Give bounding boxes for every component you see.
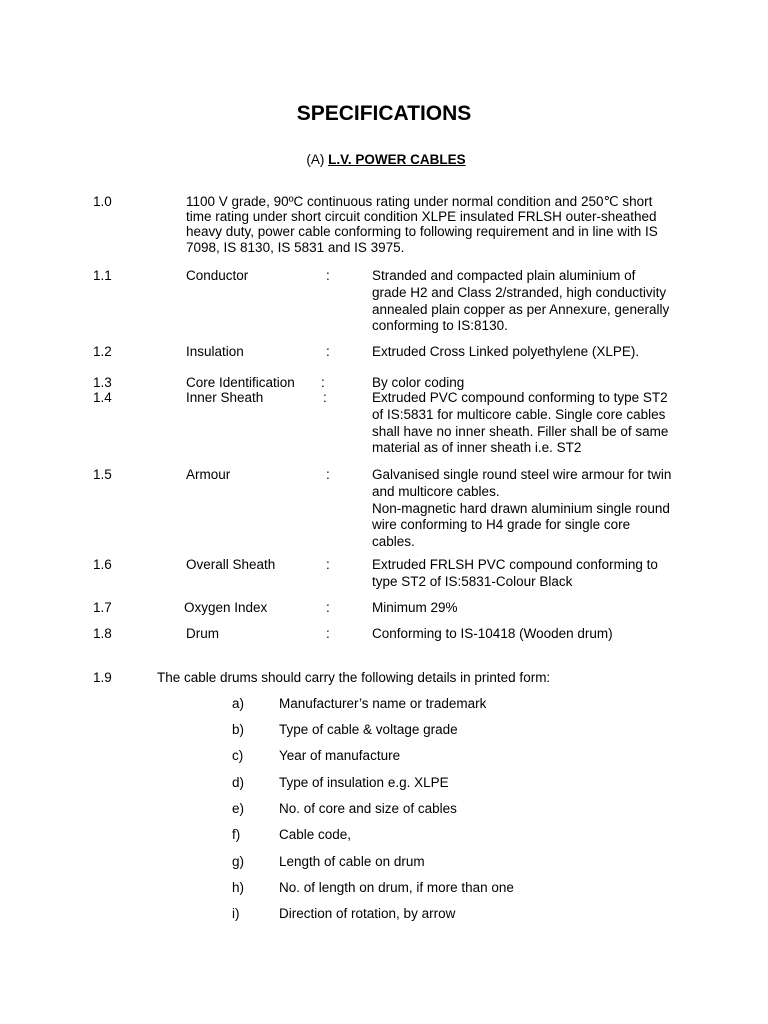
spec-label: Conductor bbox=[186, 268, 249, 283]
list-letter: c) bbox=[232, 748, 244, 763]
clause-intro: The cable drums should carry the following details in printed form: bbox=[157, 670, 551, 685]
list-letter: e) bbox=[232, 801, 245, 816]
list-item: Manufacturer’s name or trademark bbox=[279, 696, 487, 711]
spec-number: 1.8 bbox=[93, 626, 112, 641]
spec-value-line: Non-magnetic hard drawn aluminium single round bbox=[372, 500, 670, 516]
spec-number: 1.1 bbox=[93, 268, 112, 283]
list-item: Type of insulation e.g. XLPE bbox=[279, 775, 449, 790]
spec-value bbox=[372, 467, 675, 551]
spec-value bbox=[372, 268, 675, 335]
clause-line: 7098, IS 8130, IS 5831 and IS 3975. bbox=[186, 239, 405, 255]
spec-value-line: type ST2 of IS:5831-Colour Black bbox=[372, 573, 573, 589]
clause-number: 1.9 bbox=[93, 670, 112, 685]
spec-colon: : bbox=[323, 390, 327, 405]
spec-number: 1.4 bbox=[93, 390, 112, 405]
spec-label: Insulation bbox=[186, 344, 244, 359]
list-item: Direction of rotation, by arrow bbox=[279, 906, 456, 921]
list-item: No. of core and size of cables bbox=[279, 801, 457, 816]
clause-number: 1.0 bbox=[93, 194, 112, 209]
spec-colon: : bbox=[326, 467, 330, 482]
spec-value-line: and multicore cables. bbox=[372, 483, 500, 499]
spec-value-line: annealed plain copper as per Annexure, generally bbox=[372, 301, 670, 317]
spec-colon: : bbox=[326, 626, 330, 641]
spec-number: 1.2 bbox=[93, 344, 112, 359]
list-letter: f) bbox=[232, 827, 241, 842]
spec-colon: : bbox=[326, 557, 330, 572]
list-letter: b) bbox=[232, 722, 245, 737]
spec-value-line: Minimum 29% bbox=[372, 600, 458, 615]
list-item: No. of length on drum, if more than one bbox=[279, 880, 514, 895]
spec-colon: : bbox=[326, 600, 330, 615]
spec-label: Armour bbox=[186, 467, 231, 482]
spec-value-line: grade H2 and Class 2/stranded, high conductivity bbox=[372, 284, 667, 300]
spec-number: 1.3 bbox=[93, 375, 112, 390]
spec-value-line: Conforming to IS-10418 (Wooden drum) bbox=[372, 626, 613, 641]
list-item: Length of cable on drum bbox=[279, 854, 425, 869]
spec-colon: : bbox=[321, 375, 325, 390]
section-heading-title: L.V. POWER CABLES bbox=[328, 152, 466, 167]
spec-value-line: Extruded FRLSH PVC compound conforming to bbox=[372, 557, 658, 572]
spec-colon: : bbox=[326, 268, 330, 283]
spec-value-line: Extruded Cross Linked polyethylene (XLPE). bbox=[372, 344, 640, 359]
spec-value-line: of IS:5831 for multicore cable. Single core cables bbox=[372, 406, 666, 422]
clause-line: 1100 V grade, 90ºC continuous rating under normal condition and 250℃ short bbox=[186, 194, 653, 209]
list-letter: h) bbox=[232, 880, 245, 895]
spec-value-line: wire conforming to H4 grade for single core bbox=[372, 517, 631, 533]
section-heading bbox=[0, 152, 768, 167]
spec-label: Inner Sheath bbox=[186, 390, 264, 405]
spec-value bbox=[372, 600, 675, 617]
spec-label: Oxygen Index bbox=[184, 600, 268, 615]
spec-number: 1.7 bbox=[93, 600, 112, 615]
spec-value-line: By color coding bbox=[372, 375, 465, 390]
spec-value-line: shall have no inner sheath. Filler shall be of same bbox=[372, 423, 669, 439]
spec-value bbox=[372, 626, 675, 643]
spec-value-line: Stranded and compacted plain aluminium of bbox=[372, 268, 636, 283]
spec-value bbox=[372, 390, 675, 457]
spec-value-line: Extruded PVC compound conforming to type ST2 bbox=[372, 390, 668, 405]
spec-colon: : bbox=[326, 344, 330, 359]
spec-label: Drum bbox=[186, 626, 219, 641]
list-letter: d) bbox=[232, 775, 245, 790]
clause-line: heavy duty, power cable conforming to following requirement and in line with IS bbox=[186, 224, 658, 240]
spec-value bbox=[372, 344, 675, 361]
clause-text bbox=[186, 194, 676, 255]
spec-value bbox=[372, 557, 675, 591]
list-item: Cable code, bbox=[279, 827, 352, 842]
spec-value-line: Galvanised single round steel wire armour for twin bbox=[372, 467, 672, 482]
spec-value-line: cables. bbox=[372, 534, 415, 550]
spec-value-line: conforming to IS:8130. bbox=[372, 318, 508, 334]
section-heading-prefix: (A) bbox=[306, 152, 329, 167]
spec-label: Overall Sheath bbox=[186, 557, 276, 572]
page-title: SPECIFICATIONS bbox=[296, 102, 472, 125]
list-letter: i) bbox=[232, 906, 240, 921]
spec-number: 1.5 bbox=[93, 467, 112, 482]
spec-number: 1.6 bbox=[93, 557, 112, 572]
list-item: Year of manufacture bbox=[279, 748, 401, 763]
clause-line: time rating under short circuit condition XLPE insulated FRLSH outer-sheathed bbox=[186, 209, 657, 225]
list-letter: g) bbox=[232, 854, 245, 869]
list-letter: a) bbox=[232, 696, 245, 711]
spec-value-line: material as of inner sheath i.e. ST2 bbox=[372, 440, 582, 456]
list-item: Type of cable & voltage grade bbox=[279, 722, 458, 737]
spec-label: Core Identification bbox=[186, 375, 295, 390]
